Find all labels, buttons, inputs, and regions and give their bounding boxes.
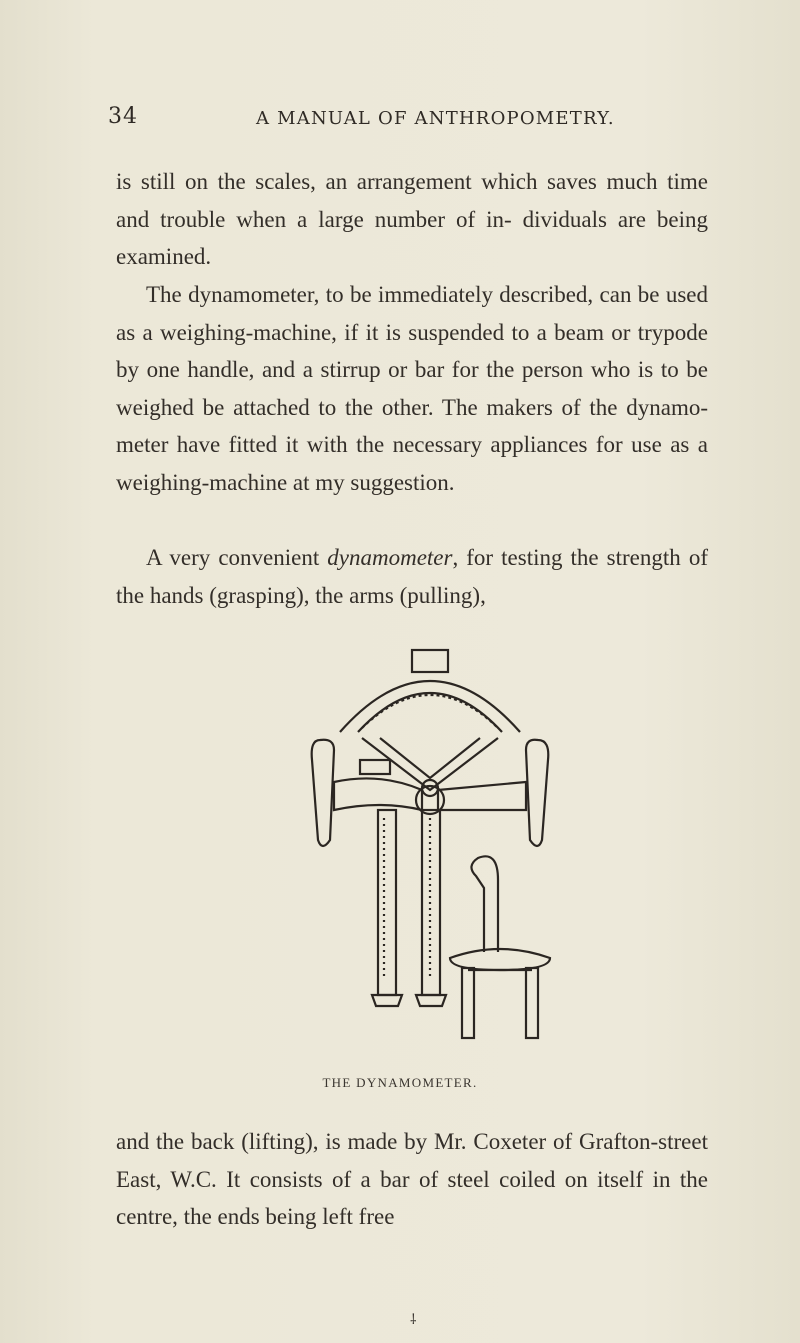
running-title: A MANUAL OF ANTHROPOMETRY. xyxy=(256,108,615,129)
running-head xyxy=(108,104,708,134)
left-rod-foot xyxy=(372,995,402,1006)
dynamometer-illustration xyxy=(300,640,560,1045)
paragraph-text-end: , for testing the strength of the hands (grasping), the arms (pulling), xyxy=(116,545,708,608)
paragraph-text: The dynamometer, to be immediately described, can be used as a weighing-machine, if it is suspended to a beam or trypode by one handle, and a stirrup or bar for the person who is to be weighed be attached to the other. The makers of the dynamo- meter have fitted it with the necessary appliances for use as a weighing-machine at my suggestion. xyxy=(116,282,708,495)
left-clamp xyxy=(360,760,390,774)
bottom-mark: ⸸ xyxy=(410,1312,417,1328)
paragraph-dynamometer-intro xyxy=(116,539,708,614)
cross-bar xyxy=(334,778,422,810)
stirrup-bar xyxy=(450,949,550,970)
figure-caption: THE DYNAMOMETER. xyxy=(322,1075,478,1090)
paragraph-coxeter: and the back (lifting), is made by Mr. Coxeter of Grafton-street East, W.C. It consists of a bar of steel coiled on itself in the centre, the ends being left free xyxy=(116,1129,708,1229)
right-handle xyxy=(526,740,548,846)
left-handle xyxy=(312,740,334,846)
dial-scale xyxy=(362,695,498,728)
stirrup-left-leg xyxy=(462,968,474,1038)
dial-inner-arc xyxy=(358,693,502,732)
dial-top-plate xyxy=(412,650,448,672)
hook xyxy=(471,856,498,952)
page-number: 34 xyxy=(108,104,138,129)
pointer-frame xyxy=(362,738,498,790)
pointer-frame-inner xyxy=(380,738,480,778)
right-rod-foot xyxy=(416,995,446,1006)
italic-term: dynamometer xyxy=(327,545,453,570)
stirrup-right-leg xyxy=(526,968,538,1038)
paragraph-text-start: A very convenient xyxy=(146,545,328,570)
cross-bar-right xyxy=(438,782,526,810)
paragraph-weighing-machine xyxy=(116,276,708,501)
left-rod xyxy=(378,810,396,995)
paragraph-continued: is still on the scales, an arrangement which saves much time and trouble when a large number of in- dividuals are being examined. xyxy=(116,169,708,269)
